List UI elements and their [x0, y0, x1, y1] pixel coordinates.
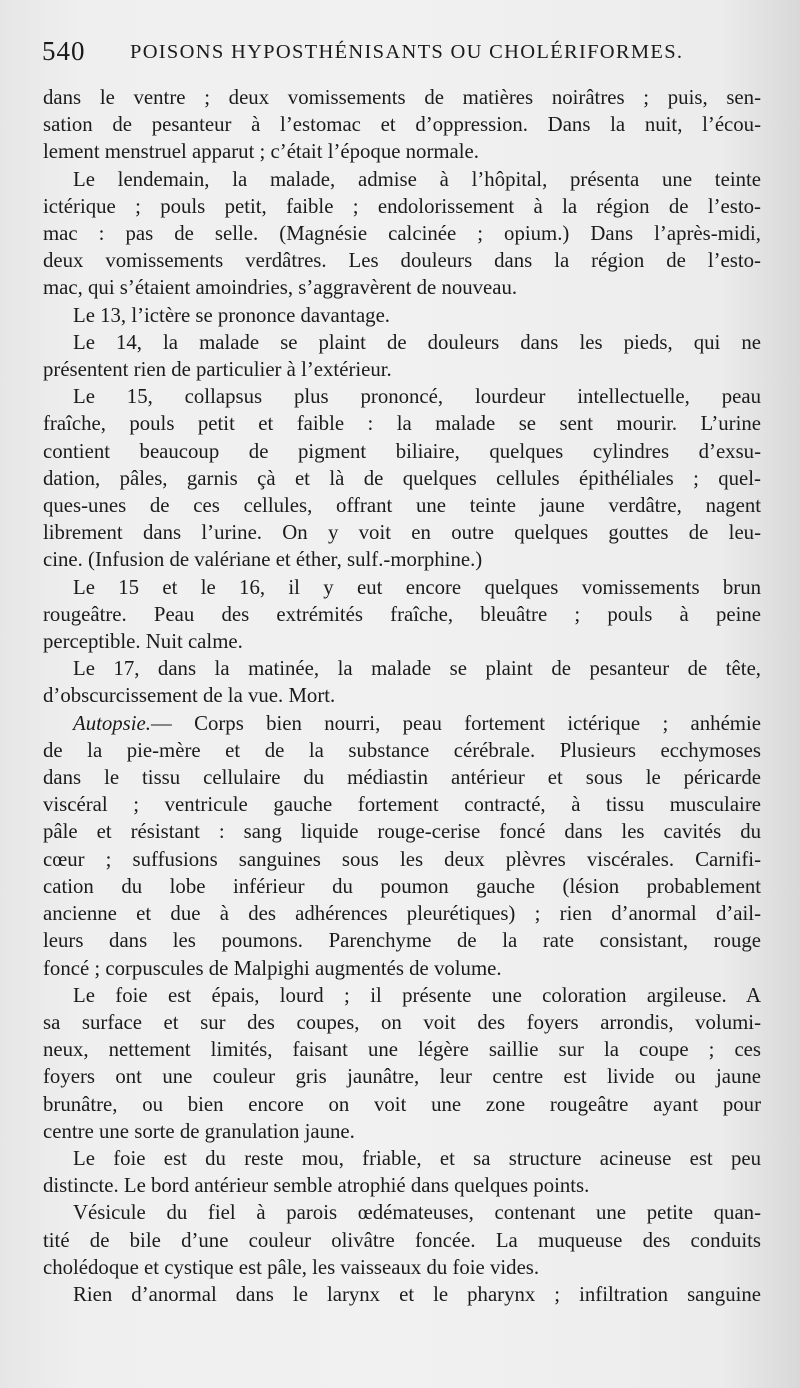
- text-line: Le foie est du reste mou, friable, et sa structure acineuse est peu: [73, 1146, 761, 1170]
- text-line: [43, 710, 761, 737]
- text-line: cine. (Infusion de valériane et éther, sulf.-morphine.): [43, 548, 483, 572]
- text-line: neux, nettement limités, faisant une légère saillie sur la coupe ; ces: [43, 1038, 761, 1062]
- paragraph: [43, 84, 761, 166]
- text-line: Le foie est épais, lourd ; il présente une coloration argileuse. A: [73, 983, 761, 1007]
- text-line: librement dans l’urine. On y voit en outre quelques gouttes de leu-: [43, 521, 761, 545]
- text-line: viscéral ; ventricule gauche fortement contracté, à tissu musculaire: [43, 793, 761, 817]
- text-line: leurs dans les poumons. Parenchyme de la rate consistant, rouge: [43, 929, 761, 953]
- paragraph: [43, 1199, 761, 1281]
- text-line: dans le ventre ; deux vomissements de matières noirâtres ; puis, sen-: [43, 86, 761, 109]
- text-line: fraîche, pouls petit et faible : la malade se sent mourir. L’urine: [43, 412, 761, 436]
- text-line: contient beaucoup de pigment biliaire, quelques cylindres d’exsu-: [43, 439, 761, 463]
- text-line: centre une sorte de granulation jaune.: [43, 1119, 355, 1143]
- text-line: perceptible. Nuit calme.: [43, 630, 243, 654]
- paragraph: [43, 329, 761, 383]
- text-line: Le 15, collapsus plus prononcé, lourdeur intellectuelle, peau: [73, 385, 761, 409]
- text-line: Le 15 et le 16, il y eut encore quelques vomissements brun: [73, 575, 761, 599]
- paragraph: [43, 1145, 761, 1199]
- text-line: dation, pâles, garnis çà et là de quelques cellules épithéliales ; quel-: [43, 466, 761, 490]
- text-line: deux vomissements verdâtres. Les douleurs dans la région de l’esto-: [43, 249, 761, 273]
- paragraph: [43, 166, 761, 302]
- text-line: tité de bile d’une couleur olivâtre foncée. La muqueuse des conduits: [43, 1228, 761, 1252]
- text-line: dans le tissu cellulaire du médiastin antérieur et sous le péricarde: [43, 766, 761, 790]
- text-line: Le 13, l’ictère se prononce davantage.: [73, 303, 391, 327]
- text-line: Rien d’anormal dans le larynx et le pharynx ; infiltration sanguine: [73, 1282, 761, 1306]
- text-line: cholédoque et cystique est pâle, les vaisseaux du foie vides.: [43, 1255, 540, 1279]
- text-line: Le 14, la malade se plaint de douleurs dans les pieds, qui ne: [73, 330, 761, 354]
- text-line: Le 17, dans la matinée, la malade se plaint de pesanteur de tête,: [73, 657, 761, 681]
- text-line: de la pie-mère et de la substance cérébrale. Plusieurs ecchymoses: [43, 738, 761, 762]
- paragraph: [43, 383, 761, 573]
- body-text: [43, 84, 761, 1308]
- text-line: pâle et résistant : sang liquide rouge-cerise foncé dans les cavités du: [43, 820, 761, 844]
- text-line: d’obscurcissement de la vue. Mort.: [43, 684, 336, 708]
- paragraph: [43, 982, 761, 1145]
- text-line: ancienne et due à des adhérences pleurétiques) ; rien d’anormal d’ail-: [43, 902, 761, 926]
- paragraph: [43, 710, 761, 982]
- text-line: lement menstruel apparut ; c’était l’époque normale.: [43, 140, 479, 164]
- text-line: cation du lobe inférieur du poumon gauche (lésion probablement: [43, 874, 761, 898]
- text-line: rougeâtre. Peau des extrémités fraîche, bleuâtre ; pouls à peine: [43, 602, 761, 626]
- running-title: POISONS HYPOSTHÉNISANTS OU CHOLÉRIFORMES.: [130, 41, 684, 63]
- paragraph: [43, 1281, 761, 1308]
- text-line: présentent rien de particulier à l’extérieur.: [43, 358, 392, 382]
- page-number: 540: [42, 36, 86, 66]
- text-line: sation de pesanteur à l’estomac et d’oppression. Dans la nuit, l’écou-: [43, 113, 761, 137]
- text-line: mac, qui s’étaient amoindries, s’aggravèrent de nouveau.: [43, 276, 518, 300]
- text-line: brunâtre, ou bien encore on voit une zone rougeâtre ayant pour: [43, 1092, 761, 1116]
- text-line: ictérique ; pouls petit, faible ; endolorissement à la région de l’esto-: [43, 194, 761, 218]
- paragraph: [43, 655, 761, 709]
- text-line: Le lendemain, la malade, admise à l’hôpital, présenta une teinte: [73, 167, 761, 191]
- text-line: ques-unes de ces cellules, offrant une teinte jaune verdâtre, nagent: [43, 494, 761, 518]
- text-line: Vésicule du fiel à parois œdémateuses, contenant une petite quan-: [73, 1201, 761, 1225]
- text-line: mac : pas de selle. (Magnésie calcinée ; opium.) Dans l’après-midi,: [43, 222, 761, 246]
- text-line: sa surface et sur des coupes, on voit des foyers arrondis, volumi-: [43, 1010, 761, 1034]
- paragraph: [43, 574, 761, 656]
- text-line: foyers ont une couleur gris jaunâtre, leur centre est livide ou jaune: [43, 1065, 761, 1089]
- text-line: foncé ; corpuscules de Malpighi augmentés de volume.: [43, 956, 502, 980]
- text-line: distincte. Le bord antérieur semble atrophié dans quelques points.: [43, 1174, 590, 1198]
- text-line: cœur ; suffusions sanguines sous les deux plèvres viscérales. Carnifi-: [43, 847, 761, 871]
- text-fragment: — Corps bien nourri, peau fortement ictérique ; anhémie: [150, 711, 761, 735]
- running-header: [40, 36, 760, 70]
- paragraph: [43, 302, 761, 329]
- section-heading-autopsie: Autopsie.: [73, 711, 151, 735]
